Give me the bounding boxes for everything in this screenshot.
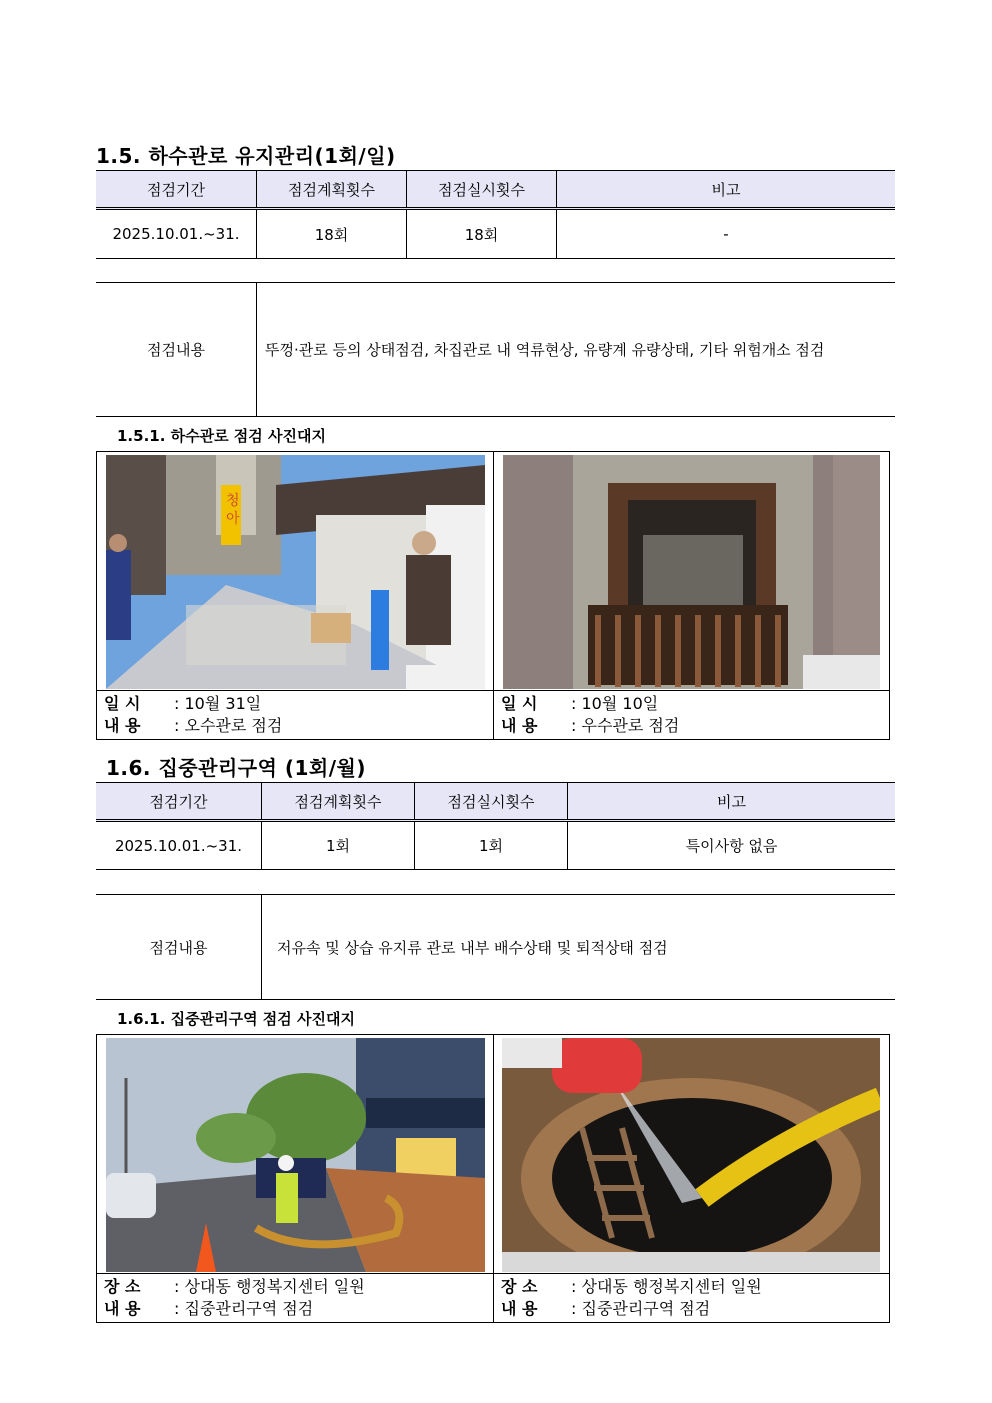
table-cell: 특이사항 없음	[685, 837, 778, 855]
photo-section-title-1-6-1: 1.6.1. 집중관리구역 점검 사진대지	[117, 1010, 355, 1028]
table-cell: 18회	[257, 209, 407, 259]
section-title-1-5: 1.5. 하수관로 유지관리(1회/일)	[96, 144, 396, 168]
content-label: 점검내용	[96, 895, 262, 1000]
photo-storm-drain-grate	[503, 455, 880, 689]
caption-key: 장 소	[104, 1277, 141, 1296]
col-header: 점검기간	[96, 171, 257, 209]
photo-street-inspection	[106, 455, 485, 689]
content-table-1-6	[96, 894, 895, 1000]
caption-value: 상대동 행정복지센터 일원	[184, 1277, 365, 1296]
table-cell: 1회	[262, 821, 415, 870]
table-cell: -	[723, 225, 729, 243]
content-text: 저유속 및 상습 유지류 관로 내부 배수상태 및 퇴적상태 점검	[277, 938, 668, 957]
section-title-1-6: 1.6. 집중관리구역 (1회/월)	[106, 756, 367, 780]
caption-photo-4: 장 소 : 상대동 행정복지센터 일원 내 용 : 집중관리구역 점검	[501, 1277, 762, 1318]
caption-key: 장 소	[501, 1277, 538, 1296]
col-header: 비고	[568, 783, 896, 821]
col-header: 점검실시횟수	[415, 783, 568, 821]
content-table-1-5	[96, 282, 895, 417]
photo-manhole-interior	[502, 1038, 880, 1272]
caption-value: 상대동 행정복지센터 일원	[581, 1277, 762, 1296]
table-cell: 2025.10.01.~31.	[96, 209, 257, 259]
caption-key: 내 용	[501, 716, 538, 735]
content-label: 점검내용	[96, 283, 257, 417]
col-header: 점검계획횟수	[262, 783, 415, 821]
caption-key: 내 용	[104, 1299, 141, 1318]
caption-photo-2: 일 시 : 10월 10일 내 용 : 우수관로 점검	[501, 694, 680, 735]
caption-key: 내 용	[104, 716, 141, 735]
schedule-table-1-6	[96, 782, 895, 870]
caption-value: 오수관로 점검	[184, 716, 283, 735]
col-header: 점검기간	[96, 783, 262, 821]
caption-key: 일 시	[501, 694, 538, 713]
caption-value: 집중관리구역 점검	[581, 1299, 711, 1318]
caption-value: 집중관리구역 점검	[184, 1299, 314, 1318]
content-text: 뚜껑·관로 등의 상태점검, 차집관로 내 역류현상, 유량계 유량상태, 기타 위험개소 점검	[265, 341, 825, 359]
caption-key: 내 용	[501, 1299, 538, 1318]
caption-value: 10월 10일	[581, 694, 659, 713]
schedule-table-1-5	[96, 170, 895, 259]
svg-text:청: 청	[226, 493, 240, 509]
table-cell: 1회	[415, 821, 568, 870]
col-header: 점검계획횟수	[257, 171, 407, 209]
table-cell: 18회	[407, 209, 557, 259]
col-header: 비고	[557, 171, 896, 209]
caption-photo-3: 장 소 : 상대동 행정복지센터 일원 내 용 : 집중관리구역 점검	[104, 1277, 365, 1318]
svg-text:아: 아	[226, 511, 240, 527]
caption-value: 10월 31일	[184, 694, 262, 713]
col-header: 점검실시횟수	[407, 171, 557, 209]
caption-key: 일 시	[104, 694, 141, 713]
table-cell: 2025.10.01.~31.	[96, 821, 262, 870]
photo-section-title-1-5-1: 1.5.1. 하수관로 점검 사진대지	[117, 427, 326, 445]
caption-value: 우수관로 점검	[581, 716, 680, 735]
caption-photo-1: 일 시 : 10월 31일 내 용 : 오수관로 점검	[104, 694, 283, 735]
photo-road-cleaning	[106, 1038, 485, 1272]
